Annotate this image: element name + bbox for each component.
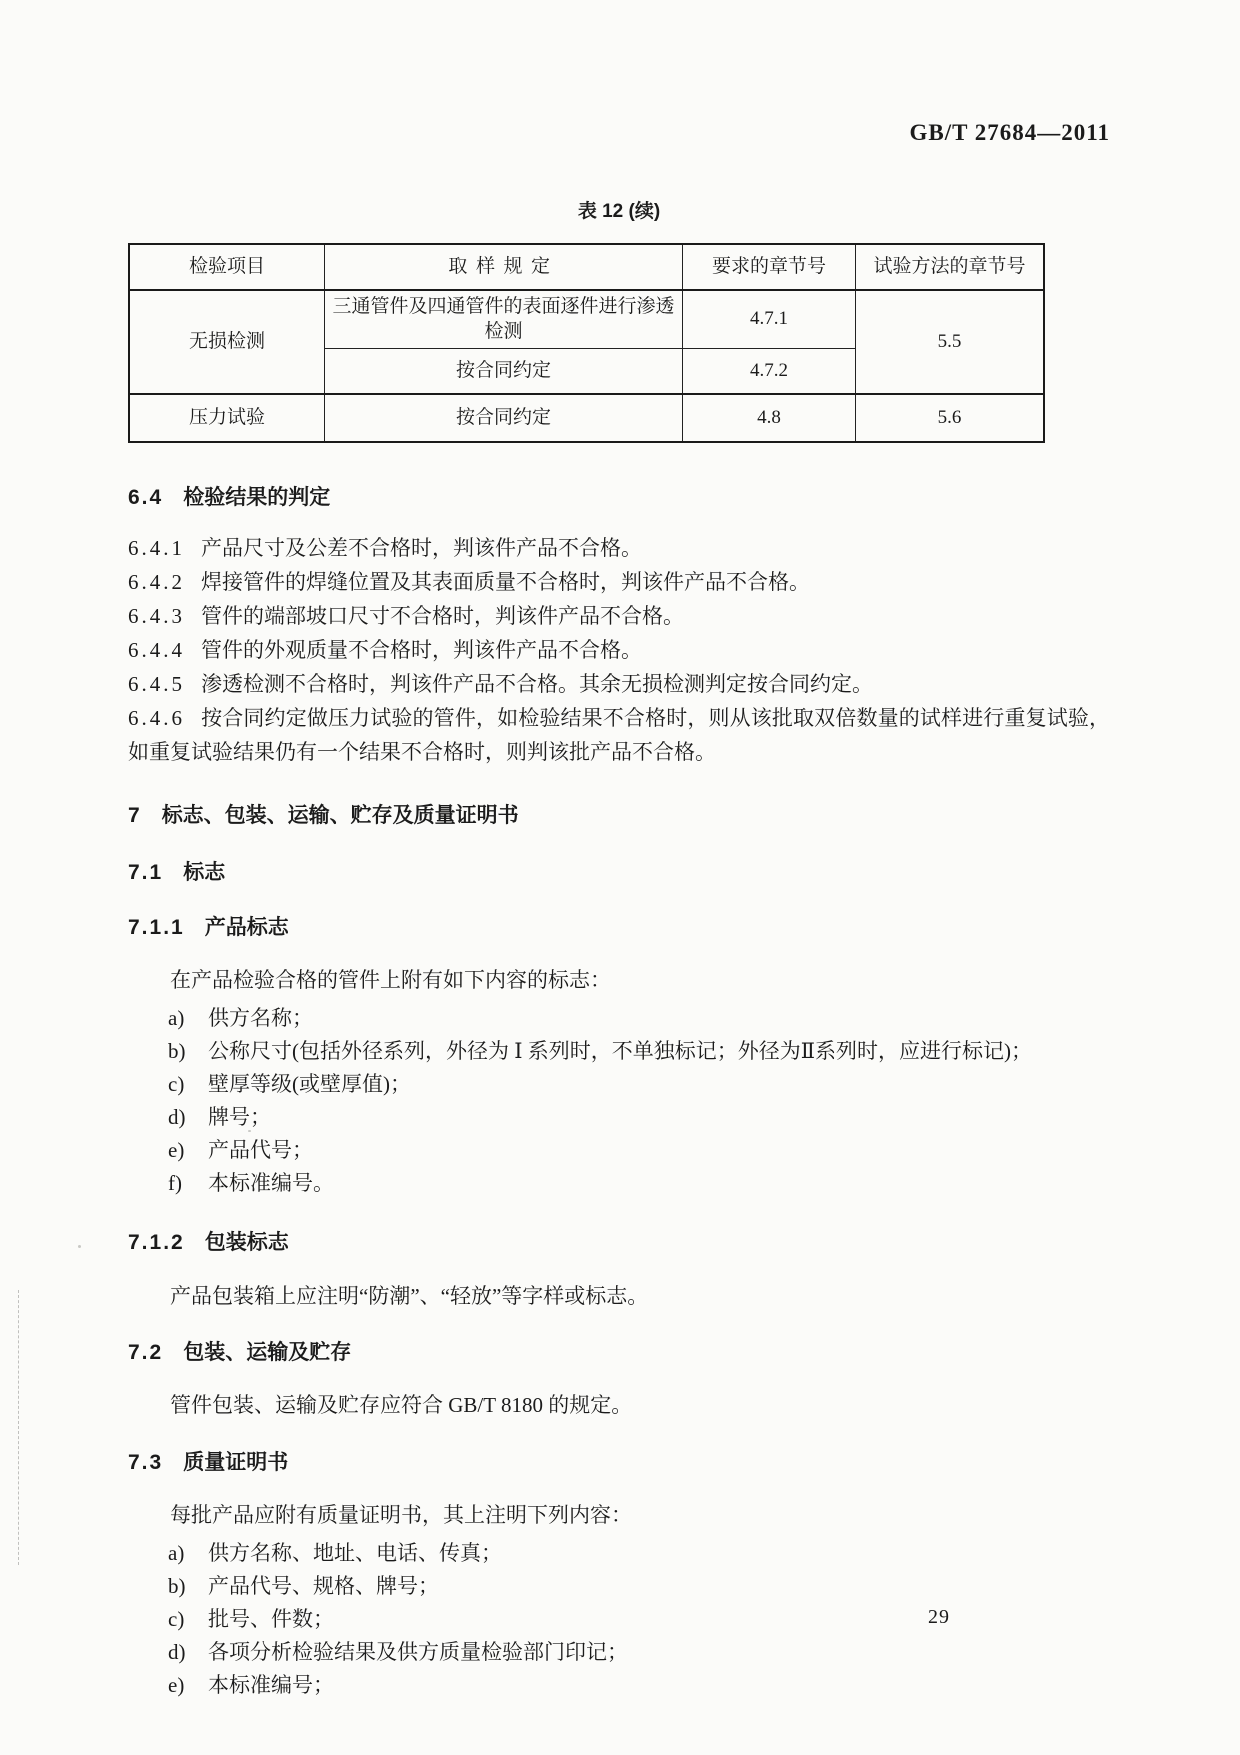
section-number: 7.1.1 — [128, 915, 185, 939]
list-item-e — [128, 1134, 1110, 1167]
clause-text: 管件的外观质量不合格时，判该件产品不合格。 — [201, 637, 642, 662]
list-text: 壁厚等级(或壁厚值)； — [208, 1072, 411, 1097]
list-text: 产品代号、规格、牌号； — [208, 1574, 439, 1599]
cell-ndt-item: 无损检测 — [129, 290, 325, 394]
section-title: 检验结果的判定 — [183, 486, 331, 510]
clause-6-4-3 — [128, 599, 1110, 633]
clause-list-6-4 — [128, 531, 1110, 769]
list-text: 产品代号； — [208, 1138, 313, 1163]
list-label: c) — [168, 1607, 185, 1632]
marking-list — [128, 1002, 1110, 1200]
list-item-b — [128, 1570, 1110, 1603]
cell-ndt-req-2: 4.7.2 — [683, 349, 856, 395]
list-label: e) — [168, 1138, 185, 1163]
list-text: 本标准编号。 — [208, 1171, 334, 1196]
clause-text: 焊接管件的焊缝位置及其表面质量不合格时，判该件产品不合格。 — [201, 569, 810, 594]
list-label: f) — [168, 1171, 182, 1196]
list-item-d — [128, 1101, 1110, 1134]
inspection-table — [128, 243, 1045, 443]
section-number: 6.4 — [128, 486, 164, 510]
clause-6-4-1 — [128, 531, 1110, 565]
cell-ndt-sampling-1: 三通管件及四通管件的表面逐件进行渗透检测 — [325, 290, 683, 349]
section-title: 产品标志 — [204, 915, 289, 939]
list-label: b) — [168, 1039, 186, 1064]
list-item-c — [128, 1068, 1110, 1101]
section-title: 标志 — [183, 860, 226, 884]
section-title: 包装、运输及贮存 — [183, 1341, 352, 1364]
section-heading-7-3 — [128, 1450, 1110, 1475]
list-label: d) — [168, 1640, 186, 1665]
cell-ndt-sampling-2: 按合同约定 — [325, 349, 683, 395]
list-label: a) — [168, 1006, 185, 1031]
clause-6-4-6 — [128, 701, 1110, 769]
list-text: 各项分析检验结果及供方质量检验部门印记； — [208, 1640, 628, 1665]
clause-number: 6.4.3 — [128, 603, 185, 628]
clause-number: 6.4.6 — [128, 705, 185, 730]
list-item-b — [128, 1035, 1110, 1068]
scan-speck — [248, 1130, 251, 1132]
cell-pressure-item: 压力试验 — [129, 394, 325, 442]
section-heading-7-1 — [128, 860, 1110, 885]
intro-paragraph-7-3: 每批产品应附有质量证明书，其上注明下列内容： — [170, 1502, 632, 1527]
cell-pressure-method: 5.6 — [856, 394, 1045, 442]
section-heading-7 — [128, 803, 1110, 828]
cell-ndt-req-1: 4.7.1 — [683, 290, 856, 349]
col-header-method: 试验方法的章节号 — [856, 244, 1045, 290]
cell-pressure-sampling: 按合同约定 — [325, 394, 683, 442]
cell-ndt-method: 5.5 — [856, 290, 1045, 394]
section-number: 7.3 — [128, 1450, 164, 1474]
clause-6-4-4 — [128, 633, 1110, 667]
list-item-c — [128, 1603, 1110, 1636]
table-row — [129, 290, 1044, 349]
list-item-e — [128, 1669, 1110, 1702]
section-number: 7.1.2 — [128, 1231, 185, 1255]
section-number: 7 — [128, 803, 142, 827]
section-heading-7-1-2 — [128, 1230, 1110, 1255]
cell-pressure-req: 4.8 — [683, 394, 856, 442]
list-label: e) — [168, 1673, 185, 1698]
col-header-requirement: 要求的章节号 — [683, 244, 856, 290]
list-text: 牌号； — [208, 1105, 271, 1130]
list-item-a — [128, 1537, 1110, 1570]
list-item-d — [128, 1636, 1110, 1669]
list-label: c) — [168, 1072, 185, 1097]
list-label: b) — [168, 1574, 186, 1599]
table-header-row — [129, 244, 1044, 290]
clause-number: 6.4.4 — [128, 637, 185, 662]
list-item-a — [128, 1002, 1110, 1035]
list-text: 供方名称、地址、电话、传真； — [208, 1541, 502, 1566]
clause-number: 6.4.2 — [128, 569, 185, 594]
clause-number: 6.4.1 — [128, 535, 185, 560]
clause-text: 渗透检测不合格时，判该件产品不合格。其余无损检测判定按合同约定。 — [201, 671, 873, 696]
list-text: 公称尺寸(包括外径系列，外径为 Ⅰ 系列时，不单独标记；外径为Ⅱ系列时，应进行标记)； — [208, 1039, 1033, 1064]
list-text: 供方名称； — [208, 1006, 313, 1031]
clause-6-4-2 — [128, 565, 1110, 599]
list-label: d) — [168, 1105, 186, 1130]
col-header-item: 检验项目 — [129, 244, 325, 290]
section-title: 质量证明书 — [183, 1450, 289, 1474]
section-heading-7-2 — [128, 1340, 1110, 1365]
list-label: a) — [168, 1541, 185, 1566]
intro-paragraph-7-1-1: 在产品检验合格的管件上附有如下内容的标志： — [170, 968, 611, 993]
clause-text: 产品尺寸及公差不合格时，判该件产品不合格。 — [201, 535, 642, 560]
section-heading-6-4 — [128, 485, 1110, 510]
paragraph-7-2: 管件包装、运输及贮存应符合 GB/T 8180 的规定。 — [170, 1393, 633, 1418]
clause-number: 6.4.5 — [128, 671, 185, 696]
section-heading-7-1-1 — [128, 915, 1110, 940]
page-number: 29 — [928, 1606, 950, 1628]
clause-6-4-5 — [128, 667, 1110, 701]
col-header-sampling: 取样规定 — [325, 244, 683, 290]
clause-text: 按合同约定做压力试验的管件，如检验结果不合格时，则从该批取双倍数量的试样进行重复试验，如重复试验结果仍有一个结果不合格时，则判该批产品不合格。 — [128, 705, 1110, 764]
section-number: 7.2 — [128, 1341, 164, 1364]
table-caption: 表 12 (续) — [577, 201, 661, 222]
table-row — [129, 394, 1044, 442]
paragraph-7-1-2: 产品包装箱上应注明“防潮”、“轻放”等字样或标志。 — [170, 1283, 649, 1308]
list-text: 批号、件数； — [208, 1607, 334, 1632]
section-title: 包装标志 — [204, 1231, 289, 1255]
section-title: 标志、包装、运输、贮存及质量证明书 — [161, 803, 519, 827]
scan-speck — [78, 1245, 81, 1248]
scan-artifact-line — [18, 1290, 19, 1565]
list-text: 本标准编号； — [208, 1673, 334, 1698]
certificate-list — [128, 1537, 1110, 1702]
list-item-f — [128, 1167, 1110, 1200]
section-number: 7.1 — [128, 860, 164, 884]
clause-text: 管件的端部坡口尺寸不合格时，判该件产品不合格。 — [201, 603, 684, 628]
standard-number-header: GB/T 27684—2011 — [909, 120, 1110, 145]
